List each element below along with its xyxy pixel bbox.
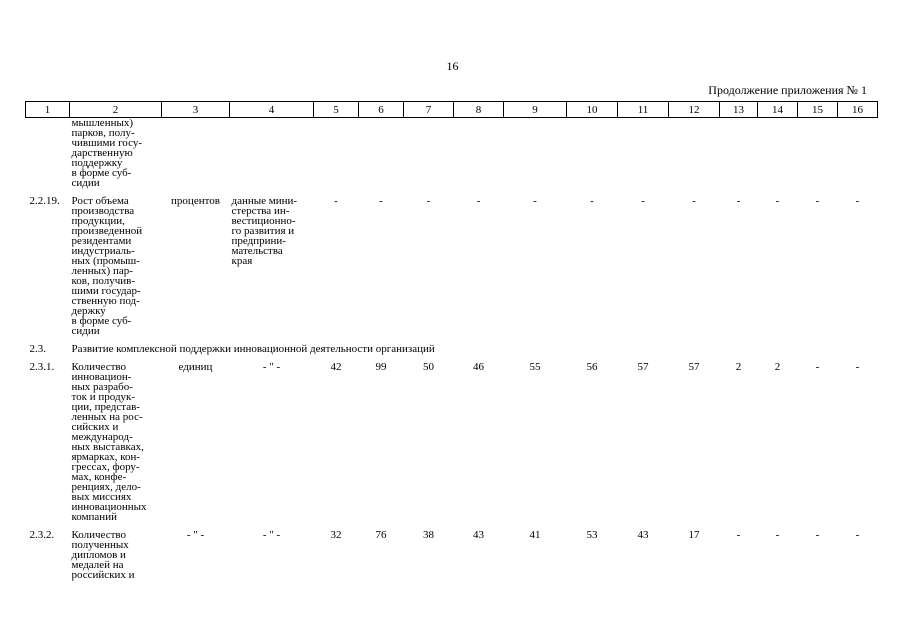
value-cell: - (815, 529, 820, 541)
value-cell (838, 118, 878, 189)
source-cell: - " - (262, 361, 281, 373)
value-cell: 17 (688, 529, 700, 541)
value-cell: - (590, 195, 594, 207)
header-cell: 8 (454, 102, 504, 118)
table-row (26, 188, 878, 336)
value-cell (669, 118, 720, 189)
indicator-table (25, 101, 878, 580)
value-cell: - (641, 195, 645, 207)
value-cell: - (855, 195, 860, 207)
value-cell: 56 (586, 361, 598, 373)
header-cell: 4 (230, 102, 314, 118)
table-row (26, 522, 878, 580)
value-cell: - (736, 529, 741, 541)
value-cell: - (815, 361, 820, 373)
value-cell (720, 118, 758, 189)
value-cell (798, 118, 838, 189)
header-cell: 12 (669, 102, 720, 118)
value-cell: - (855, 361, 860, 373)
section-row (26, 336, 878, 354)
value-cell: 2 (735, 361, 742, 373)
value-cell: 50 (423, 361, 434, 373)
value-cell: 55 (529, 361, 541, 373)
section-number: 2.3. (29, 343, 46, 355)
value-cell: - (775, 529, 780, 541)
header-cell: 2 (70, 102, 162, 118)
value-cell: - (426, 195, 431, 207)
value-cell: 38 (423, 529, 434, 541)
header-cell: 16 (838, 102, 878, 118)
table-row (26, 118, 878, 189)
value-cell: 42 (330, 361, 342, 373)
value-cell: 99 (375, 361, 387, 373)
source-cell: - " - (262, 529, 281, 541)
source-cell: данные мини- стерства ин- вестиционно- го развития и предприни- мательства края (231, 195, 298, 267)
value-cell: 57 (637, 361, 649, 373)
indicator-name: Количество инновацион- ных разрабо- ток и продук- ции, представ- ленных на рос- сийских и международ- ных выставках, ярмарках, кон- грессах, фору- мах, конфе- ренциях, дело- вых миссиях инновационных компаний (71, 361, 147, 523)
header-cell: 13 (720, 102, 758, 118)
value-cell (504, 118, 567, 189)
value-cell: 46 (473, 361, 484, 373)
value-cell (404, 118, 454, 189)
value-cell (314, 118, 359, 189)
header-cell: 1 (26, 102, 70, 118)
row-number: 2.2.19. (29, 195, 60, 207)
value-cell (567, 118, 618, 189)
row-number (26, 118, 70, 189)
value-cell: - (736, 195, 741, 207)
row-number: 2.3.2. (29, 529, 55, 541)
value-cell (454, 118, 504, 189)
value-cell: 2 (774, 361, 781, 373)
value-cell: - (476, 195, 481, 207)
header-cell: 10 (567, 102, 618, 118)
header-cell: 14 (758, 102, 798, 118)
value-cell (359, 118, 404, 189)
row-number: 2.3.1. (29, 361, 55, 373)
source-cell (230, 118, 314, 189)
value-cell: 57 (688, 361, 700, 373)
value-cell: 41 (529, 529, 541, 541)
indicator-name: Количество полученных дипломов и медалей на российских и (71, 529, 135, 581)
value-cell: - (533, 195, 537, 207)
value-cell: - (855, 529, 860, 541)
header-cell: 5 (314, 102, 359, 118)
value-cell (758, 118, 798, 189)
value-cell: 43 (473, 529, 484, 541)
indicator-name: Рост объема производства продукции, произведенной резидентами индустриаль- ных (промыш- ленных) пар- ков, получив- шими государ- ственную под- держку в форме суб- сидии (71, 195, 143, 337)
value-cell: 76 (375, 529, 387, 541)
value-cell: 32 (330, 529, 342, 541)
header-cell: 7 (404, 102, 454, 118)
table-row (26, 354, 878, 522)
value-cell: 53 (586, 529, 598, 541)
table-header-row (26, 102, 878, 118)
unit-cell (162, 118, 230, 189)
value-cell: - (815, 195, 820, 207)
header-cell: 11 (618, 102, 669, 118)
header-cell: 6 (359, 102, 404, 118)
unit-cell: процентов (171, 195, 220, 207)
page-number: 16 (446, 59, 459, 73)
value-cell: 43 (637, 529, 649, 541)
value-cell: - (334, 195, 338, 207)
value-cell: - (775, 195, 780, 207)
section-title: Развитие комплексной поддержки инновационной деятельности организаций (71, 343, 435, 355)
continuation-label: Продолжение приложения № 1 (708, 83, 867, 97)
header-cell: 15 (798, 102, 838, 118)
unit-cell: единиц (178, 361, 213, 373)
value-cell: - (379, 195, 383, 207)
value-cell (618, 118, 669, 189)
header-cell: 3 (162, 102, 230, 118)
unit-cell: - " - (186, 529, 205, 541)
indicator-name: мышленных) парков, полу- чившими госу- дарственную поддержку в форме суб- сидии (71, 117, 142, 189)
value-cell: - (692, 195, 696, 207)
header-cell: 9 (504, 102, 567, 118)
